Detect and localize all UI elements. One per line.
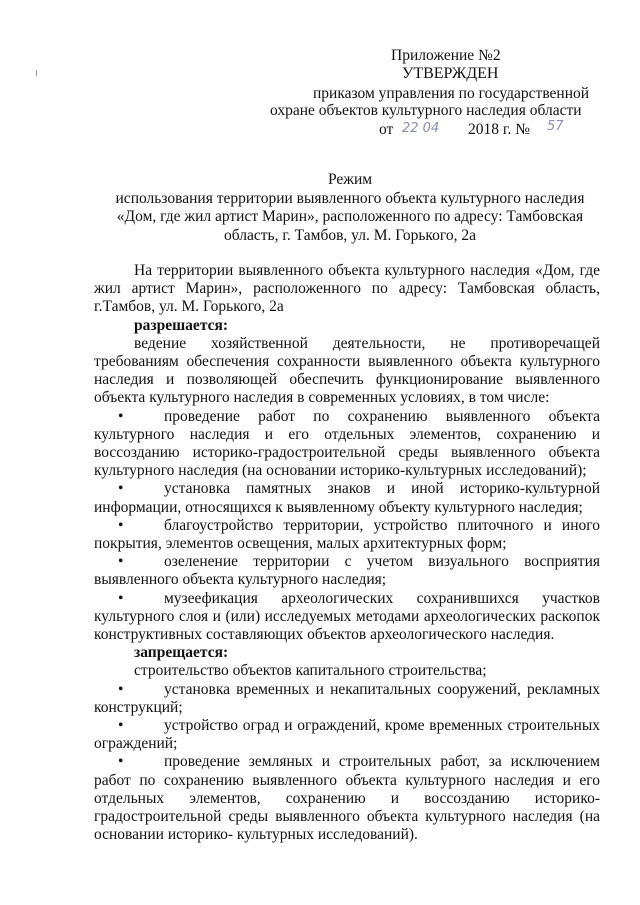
- bullet-marker: •: [118, 480, 124, 498]
- list-item: [94, 681, 600, 717]
- bullet-marker: •: [118, 553, 124, 571]
- scan-speck: [36, 70, 37, 76]
- bullet-marker: •: [118, 516, 124, 534]
- appendix-label: Приложение №2: [391, 47, 501, 64]
- bullet-marker: •: [118, 753, 124, 771]
- list-item-text: установка памятных знаков и иной историко-культурной информации, относящихся к выявленному объекту культурного наследия;: [94, 480, 600, 516]
- approved-label: УТВЕРЖДЕН: [402, 65, 499, 82]
- list-item: [94, 480, 600, 516]
- order-line-2: охране объектов культурного наследия области: [270, 102, 582, 119]
- list-item: [94, 553, 600, 589]
- forbidden-intro: строительство объектов капитального строительства;: [134, 662, 487, 680]
- list-item: [94, 717, 600, 753]
- title-word: Режим: [327, 171, 373, 188]
- allowed-intro: ведение хозяйственной деятельности, не противоречащей требованиям обеспечения сохранности выявленного объекта культурного наследия и позволяющей обеспечить функционирование выявленного объекта культурного наследия в современных условиях, в том числе:: [94, 334, 600, 407]
- bullet-marker: •: [118, 407, 124, 425]
- list-item: [94, 408, 600, 481]
- date-prefix: от: [379, 121, 394, 138]
- bullet-marker: •: [118, 717, 124, 735]
- list-item-text: устройство оград и ограждений, кроме временных строительных ограждений;: [94, 717, 600, 753]
- list-item: [94, 517, 600, 553]
- bullet-marker: •: [118, 680, 124, 698]
- list-item-text: проведение земляных и строительных работ, за исключением работ по сохранению выявленного объекта культурного наследия и его отдельных элементов, сохранению и воссозданию историко-градостроительной среды выявленного объекта культурного наследия (на основании историко- культурных исследований).: [94, 753, 600, 844]
- handwritten-number: 57: [547, 119, 564, 134]
- title-line-3: область, г. Тамбов, ул. М. Горького, 2а: [223, 227, 477, 244]
- list-item-text: проведение работ по сохранению выявленного объекта культурного наследия и его отдельных элементов, сохранению и воссозданию историко-градостроительной среды выявленного объекта культурного наследия (на основании историко-культурных исследований);: [94, 407, 600, 480]
- title-line-1: использования территории выявленного объекта культурного наследия: [115, 190, 585, 207]
- bullet-marker: •: [118, 589, 124, 607]
- handwritten-date: 22 04: [402, 121, 440, 136]
- list-item: [94, 753, 600, 844]
- list-item-text: установка временных и некапитальных сооружений, рекламных конструкций;: [94, 680, 600, 716]
- allowed-heading: разрешается:: [134, 316, 229, 334]
- list-item-text: музеефикация археологических сохранившихся участков культурного слоя и (или) исследуемых методами археологических раскопок конструктивных составляющих объектов археологического наследия.: [94, 589, 600, 644]
- intro-paragraph: На территории выявленного объекта культурного наследия «Дом, где жил артист Марин», расположенного по адресу: Тамбовская область, г.Тамбов, ул. М. Горького, 2а: [94, 262, 600, 316]
- title-line-2: «Дом, где жил артист Марин», расположенного по адресу: Тамбовская: [116, 208, 584, 225]
- year-number-label: 2018 г. №: [468, 121, 531, 138]
- list-item: [94, 590, 600, 645]
- forbidden-heading: запрещается:: [134, 644, 229, 662]
- list-item-text: благоустройство территории, устройство плиточного и иного покрытия, элементов освещения, малых архитектурных форм;: [94, 516, 600, 553]
- document-body: [94, 262, 600, 845]
- list-item-text: озеленение территории с учетом визуального восприятия выявленного объекта культурного наследия;: [94, 553, 600, 589]
- order-line-1: приказом управления по государственной: [313, 85, 590, 102]
